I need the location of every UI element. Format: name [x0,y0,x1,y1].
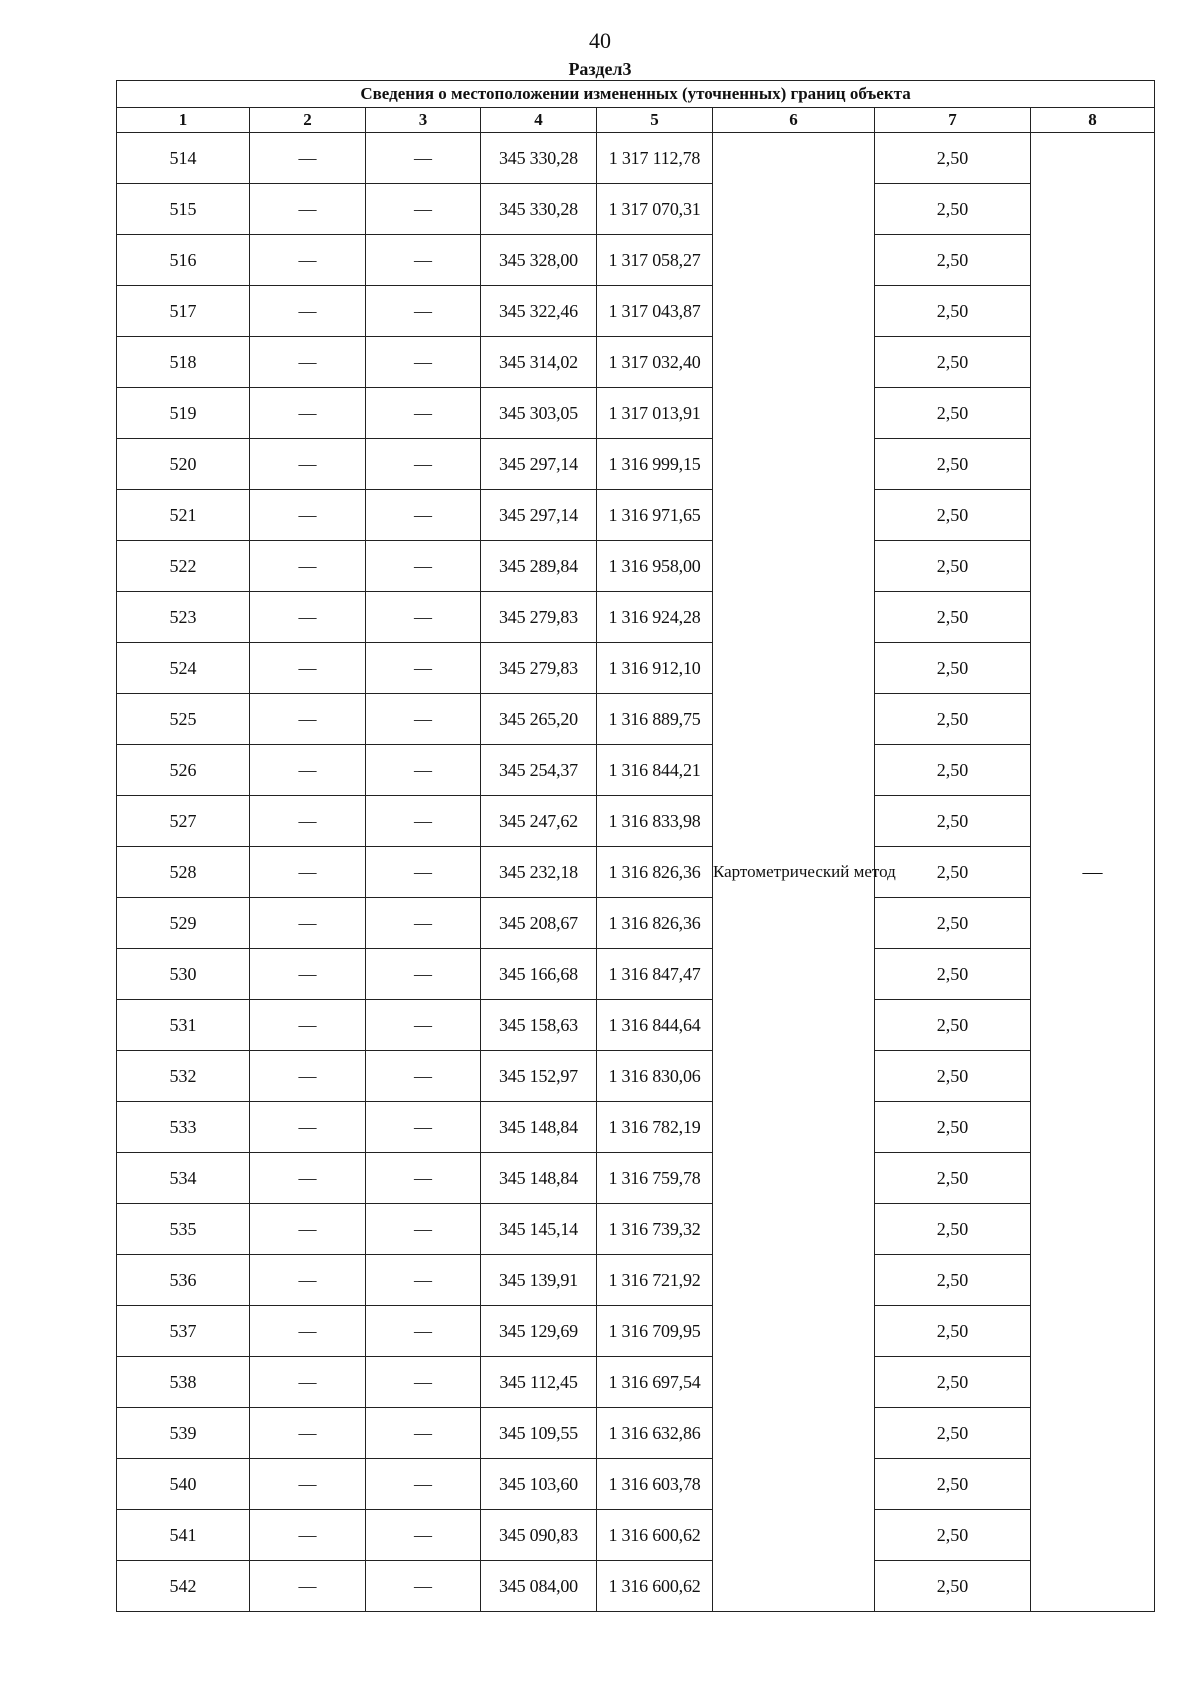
y-coordinate-cell: 1 316 889,75 [597,694,713,745]
x-coordinate-cell: 345 232,18 [481,847,597,898]
column-3-cell: — [366,745,481,796]
table-row [117,286,1155,337]
table-row [117,1510,1155,1561]
column-2-cell: — [250,592,366,643]
column-2-cell: — [250,1357,366,1408]
y-coordinate-cell: 1 316 739,32 [597,1204,713,1255]
x-coordinate-cell: 345 158,63 [481,1000,597,1051]
y-coordinate-cell: 1 316 999,15 [597,439,713,490]
accuracy-cell: 2,50 [875,847,1031,898]
point-number-cell: 517 [117,286,250,337]
column-3-cell: — [366,1051,481,1102]
method-cell: Картометрический метод [713,133,875,1612]
y-coordinate-cell: 1 317 032,40 [597,337,713,388]
x-coordinate-cell: 345 328,00 [481,235,597,286]
point-number-cell: 533 [117,1102,250,1153]
x-coordinate-cell: 345 084,00 [481,1561,597,1612]
column-header-6: 6 [713,108,875,133]
column-2-cell: — [250,1204,366,1255]
y-coordinate-cell: 1 317 112,78 [597,133,713,184]
column-2-cell: — [250,847,366,898]
column-3-cell: — [366,1000,481,1051]
column-header-7: 7 [875,108,1031,133]
accuracy-cell: 2,50 [875,286,1031,337]
table-row [117,847,1155,898]
column-3-cell: — [366,1510,481,1561]
point-number-cell: 519 [117,388,250,439]
section-label: Раздел3 [568,59,632,79]
y-coordinate-cell: 1 316 833,98 [597,796,713,847]
accuracy-cell: 2,50 [875,184,1031,235]
x-coordinate-cell: 345 090,83 [481,1510,597,1561]
column-2-cell: — [250,1459,366,1510]
column-2-cell: — [250,1153,366,1204]
y-coordinate-cell: 1 317 070,31 [597,184,713,235]
column-2-cell: — [250,1102,366,1153]
column-number-row [117,108,1155,133]
point-number-cell: 518 [117,337,250,388]
point-number-cell: 542 [117,1561,250,1612]
point-number-cell: 534 [117,1153,250,1204]
x-coordinate-cell: 345 322,46 [481,286,597,337]
table-row [117,388,1155,439]
column-3-cell: — [366,1357,481,1408]
column-3-cell: — [366,490,481,541]
column-3-cell: — [366,286,481,337]
accuracy-cell: 2,50 [875,337,1031,388]
y-coordinate-cell: 1 316 830,06 [597,1051,713,1102]
column-2-cell: — [250,235,366,286]
column-3-cell: — [366,694,481,745]
column-header-3: 3 [366,108,481,133]
point-number-cell: 527 [117,796,250,847]
point-number-cell: 541 [117,1510,250,1561]
point-number-cell: 516 [117,235,250,286]
table-row [117,796,1155,847]
table-row [117,1255,1155,1306]
table-body [117,133,1155,1612]
accuracy-cell: 2,50 [875,1306,1031,1357]
column-2-cell: — [250,133,366,184]
accuracy-cell: 2,50 [875,694,1031,745]
accuracy-cell: 2,50 [875,1255,1031,1306]
column-2-cell: — [250,286,366,337]
accuracy-cell: 2,50 [875,1204,1031,1255]
point-number-cell: 539 [117,1408,250,1459]
x-coordinate-cell: 345 279,83 [481,643,597,694]
point-number-cell: 530 [117,949,250,1000]
table-row [117,133,1155,184]
accuracy-cell: 2,50 [875,1510,1031,1561]
table-row [117,1000,1155,1051]
table-row [117,1204,1155,1255]
x-coordinate-cell: 345 254,37 [481,745,597,796]
table-row [117,643,1155,694]
column-header-2: 2 [250,108,366,133]
y-coordinate-cell: 1 316 759,78 [597,1153,713,1204]
page-number: 40 [589,28,611,53]
column-2-cell: — [250,745,366,796]
column-2-cell: — [250,490,366,541]
y-coordinate-cell: 1 316 912,10 [597,643,713,694]
point-number-cell: 524 [117,643,250,694]
column-3-cell: — [366,1306,481,1357]
y-coordinate-cell: 1 316 632,86 [597,1408,713,1459]
y-coordinate-cell: 1 316 847,47 [597,949,713,1000]
x-coordinate-cell: 345 330,28 [481,133,597,184]
accuracy-cell: 2,50 [875,796,1031,847]
point-number-cell: 520 [117,439,250,490]
column-2-cell: — [250,184,366,235]
x-coordinate-cell: 345 112,45 [481,1357,597,1408]
column-2-cell: — [250,1051,366,1102]
table-row [117,1357,1155,1408]
column-2-cell: — [250,388,366,439]
column-header-5: 5 [597,108,713,133]
table-row [117,541,1155,592]
column-3-cell: — [366,541,481,592]
y-coordinate-cell: 1 316 971,65 [597,490,713,541]
column-2-cell: — [250,439,366,490]
table-row [117,235,1155,286]
column-3-cell: — [366,643,481,694]
x-coordinate-cell: 345 279,83 [481,592,597,643]
y-coordinate-cell: 1 316 924,28 [597,592,713,643]
column-header-4: 4 [481,108,597,133]
x-coordinate-cell: 345 303,05 [481,388,597,439]
y-coordinate-cell: 1 316 844,21 [597,745,713,796]
x-coordinate-cell: 345 297,14 [481,439,597,490]
column-header-8: 8 [1031,108,1155,133]
table-row [117,1459,1155,1510]
accuracy-cell: 2,50 [875,541,1031,592]
column-3-cell: — [366,439,481,490]
table-row [117,337,1155,388]
column-3-cell: — [366,133,481,184]
x-coordinate-cell: 345 208,67 [481,898,597,949]
column-3-cell: — [366,388,481,439]
accuracy-cell: 2,50 [875,1102,1031,1153]
boundary-coordinates-table [116,80,1155,1612]
column-2-cell: — [250,1561,366,1612]
y-coordinate-cell: 1 316 600,62 [597,1561,713,1612]
accuracy-cell: 2,50 [875,1153,1031,1204]
column-3-cell: — [366,949,481,1000]
column-2-cell: — [250,949,366,1000]
table-row [117,1408,1155,1459]
accuracy-cell: 2,50 [875,592,1031,643]
table-row [117,184,1155,235]
x-coordinate-cell: 345 129,69 [481,1306,597,1357]
column-2-cell: — [250,1306,366,1357]
x-coordinate-cell: 345 330,28 [481,184,597,235]
point-number-cell: 535 [117,1204,250,1255]
y-coordinate-cell: 1 317 013,91 [597,388,713,439]
column-2-cell: — [250,1408,366,1459]
point-number-cell: 538 [117,1357,250,1408]
point-number-cell: 529 [117,898,250,949]
x-coordinate-cell: 345 148,84 [481,1153,597,1204]
column-3-cell: — [366,1102,481,1153]
table-row [117,694,1155,745]
point-number-cell: 523 [117,592,250,643]
x-coordinate-cell: 345 314,02 [481,337,597,388]
column-3-cell: — [366,847,481,898]
table-title-row [117,81,1155,108]
table-row [117,745,1155,796]
y-coordinate-cell: 1 316 709,95 [597,1306,713,1357]
column-2-cell: — [250,643,366,694]
column-3-cell: — [366,235,481,286]
table-row [117,592,1155,643]
column-3-cell: — [366,1204,481,1255]
y-coordinate-cell: 1 316 721,92 [597,1255,713,1306]
column-3-cell: — [366,898,481,949]
accuracy-cell: 2,50 [875,643,1031,694]
column-header-1: 1 [117,108,250,133]
column-3-cell: — [366,1255,481,1306]
column-3-cell: — [366,337,481,388]
point-number-cell: 531 [117,1000,250,1051]
accuracy-cell: 2,50 [875,1357,1031,1408]
x-coordinate-cell: 345 247,62 [481,796,597,847]
x-coordinate-cell: 345 148,84 [481,1102,597,1153]
table-row [117,439,1155,490]
column-2-cell: — [250,796,366,847]
table-row [117,1561,1155,1612]
accuracy-cell: 2,50 [875,133,1031,184]
column-2-cell: — [250,337,366,388]
table-row [117,1051,1155,1102]
y-coordinate-cell: 1 316 826,36 [597,847,713,898]
x-coordinate-cell: 345 297,14 [481,490,597,541]
point-number-cell: 536 [117,1255,250,1306]
x-coordinate-cell: 345 166,68 [481,949,597,1000]
accuracy-cell: 2,50 [875,745,1031,796]
y-coordinate-cell: 1 316 844,64 [597,1000,713,1051]
y-coordinate-cell: 1 316 826,36 [597,898,713,949]
table-row [117,898,1155,949]
y-coordinate-cell: 1 316 958,00 [597,541,713,592]
table-row [117,1102,1155,1153]
table-row [117,1306,1155,1357]
column-2-cell: — [250,694,366,745]
point-number-cell: 532 [117,1051,250,1102]
accuracy-cell: 2,50 [875,235,1031,286]
x-coordinate-cell: 345 265,20 [481,694,597,745]
column-3-cell: — [366,1153,481,1204]
x-coordinate-cell: 345 139,91 [481,1255,597,1306]
point-number-cell: 515 [117,184,250,235]
accuracy-cell: 2,50 [875,1000,1031,1051]
x-coordinate-cell: 345 145,14 [481,1204,597,1255]
column-2-cell: — [250,541,366,592]
y-coordinate-cell: 1 316 600,62 [597,1510,713,1561]
point-number-cell: 525 [117,694,250,745]
point-number-cell: 514 [117,133,250,184]
x-coordinate-cell: 345 289,84 [481,541,597,592]
accuracy-cell: 2,50 [875,949,1031,1000]
table-title: Сведения о местоположении измененных (уточненных) границ объекта [117,81,1155,108]
column-2-cell: — [250,898,366,949]
point-number-cell: 540 [117,1459,250,1510]
column-2-cell: — [250,1000,366,1051]
column-3-cell: — [366,1459,481,1510]
table-row [117,949,1155,1000]
column-3-cell: — [366,1408,481,1459]
column-3-cell: — [366,184,481,235]
point-number-cell: 537 [117,1306,250,1357]
point-number-cell: 521 [117,490,250,541]
column-3-cell: — [366,1561,481,1612]
y-coordinate-cell: 1 316 603,78 [597,1459,713,1510]
point-number-cell: 522 [117,541,250,592]
y-coordinate-cell: 1 317 058,27 [597,235,713,286]
column-2-cell: — [250,1255,366,1306]
accuracy-cell: 2,50 [875,1459,1031,1510]
point-number-cell: 526 [117,745,250,796]
column-2-cell: — [250,1510,366,1561]
x-coordinate-cell: 345 103,60 [481,1459,597,1510]
x-coordinate-cell: 345 152,97 [481,1051,597,1102]
accuracy-cell: 2,50 [875,1561,1031,1612]
accuracy-cell: 2,50 [875,1408,1031,1459]
column-3-cell: — [366,592,481,643]
accuracy-cell: 2,50 [875,388,1031,439]
y-coordinate-cell: 1 317 043,87 [597,286,713,337]
y-coordinate-cell: 1 316 782,19 [597,1102,713,1153]
note-cell: — [1031,133,1155,1612]
point-number-cell: 528 [117,847,250,898]
accuracy-cell: 2,50 [875,898,1031,949]
y-coordinate-cell: 1 316 697,54 [597,1357,713,1408]
column-3-cell: — [366,796,481,847]
table-row [117,1153,1155,1204]
x-coordinate-cell: 345 109,55 [481,1408,597,1459]
table-row [117,490,1155,541]
accuracy-cell: 2,50 [875,490,1031,541]
accuracy-cell: 2,50 [875,439,1031,490]
accuracy-cell: 2,50 [875,1051,1031,1102]
